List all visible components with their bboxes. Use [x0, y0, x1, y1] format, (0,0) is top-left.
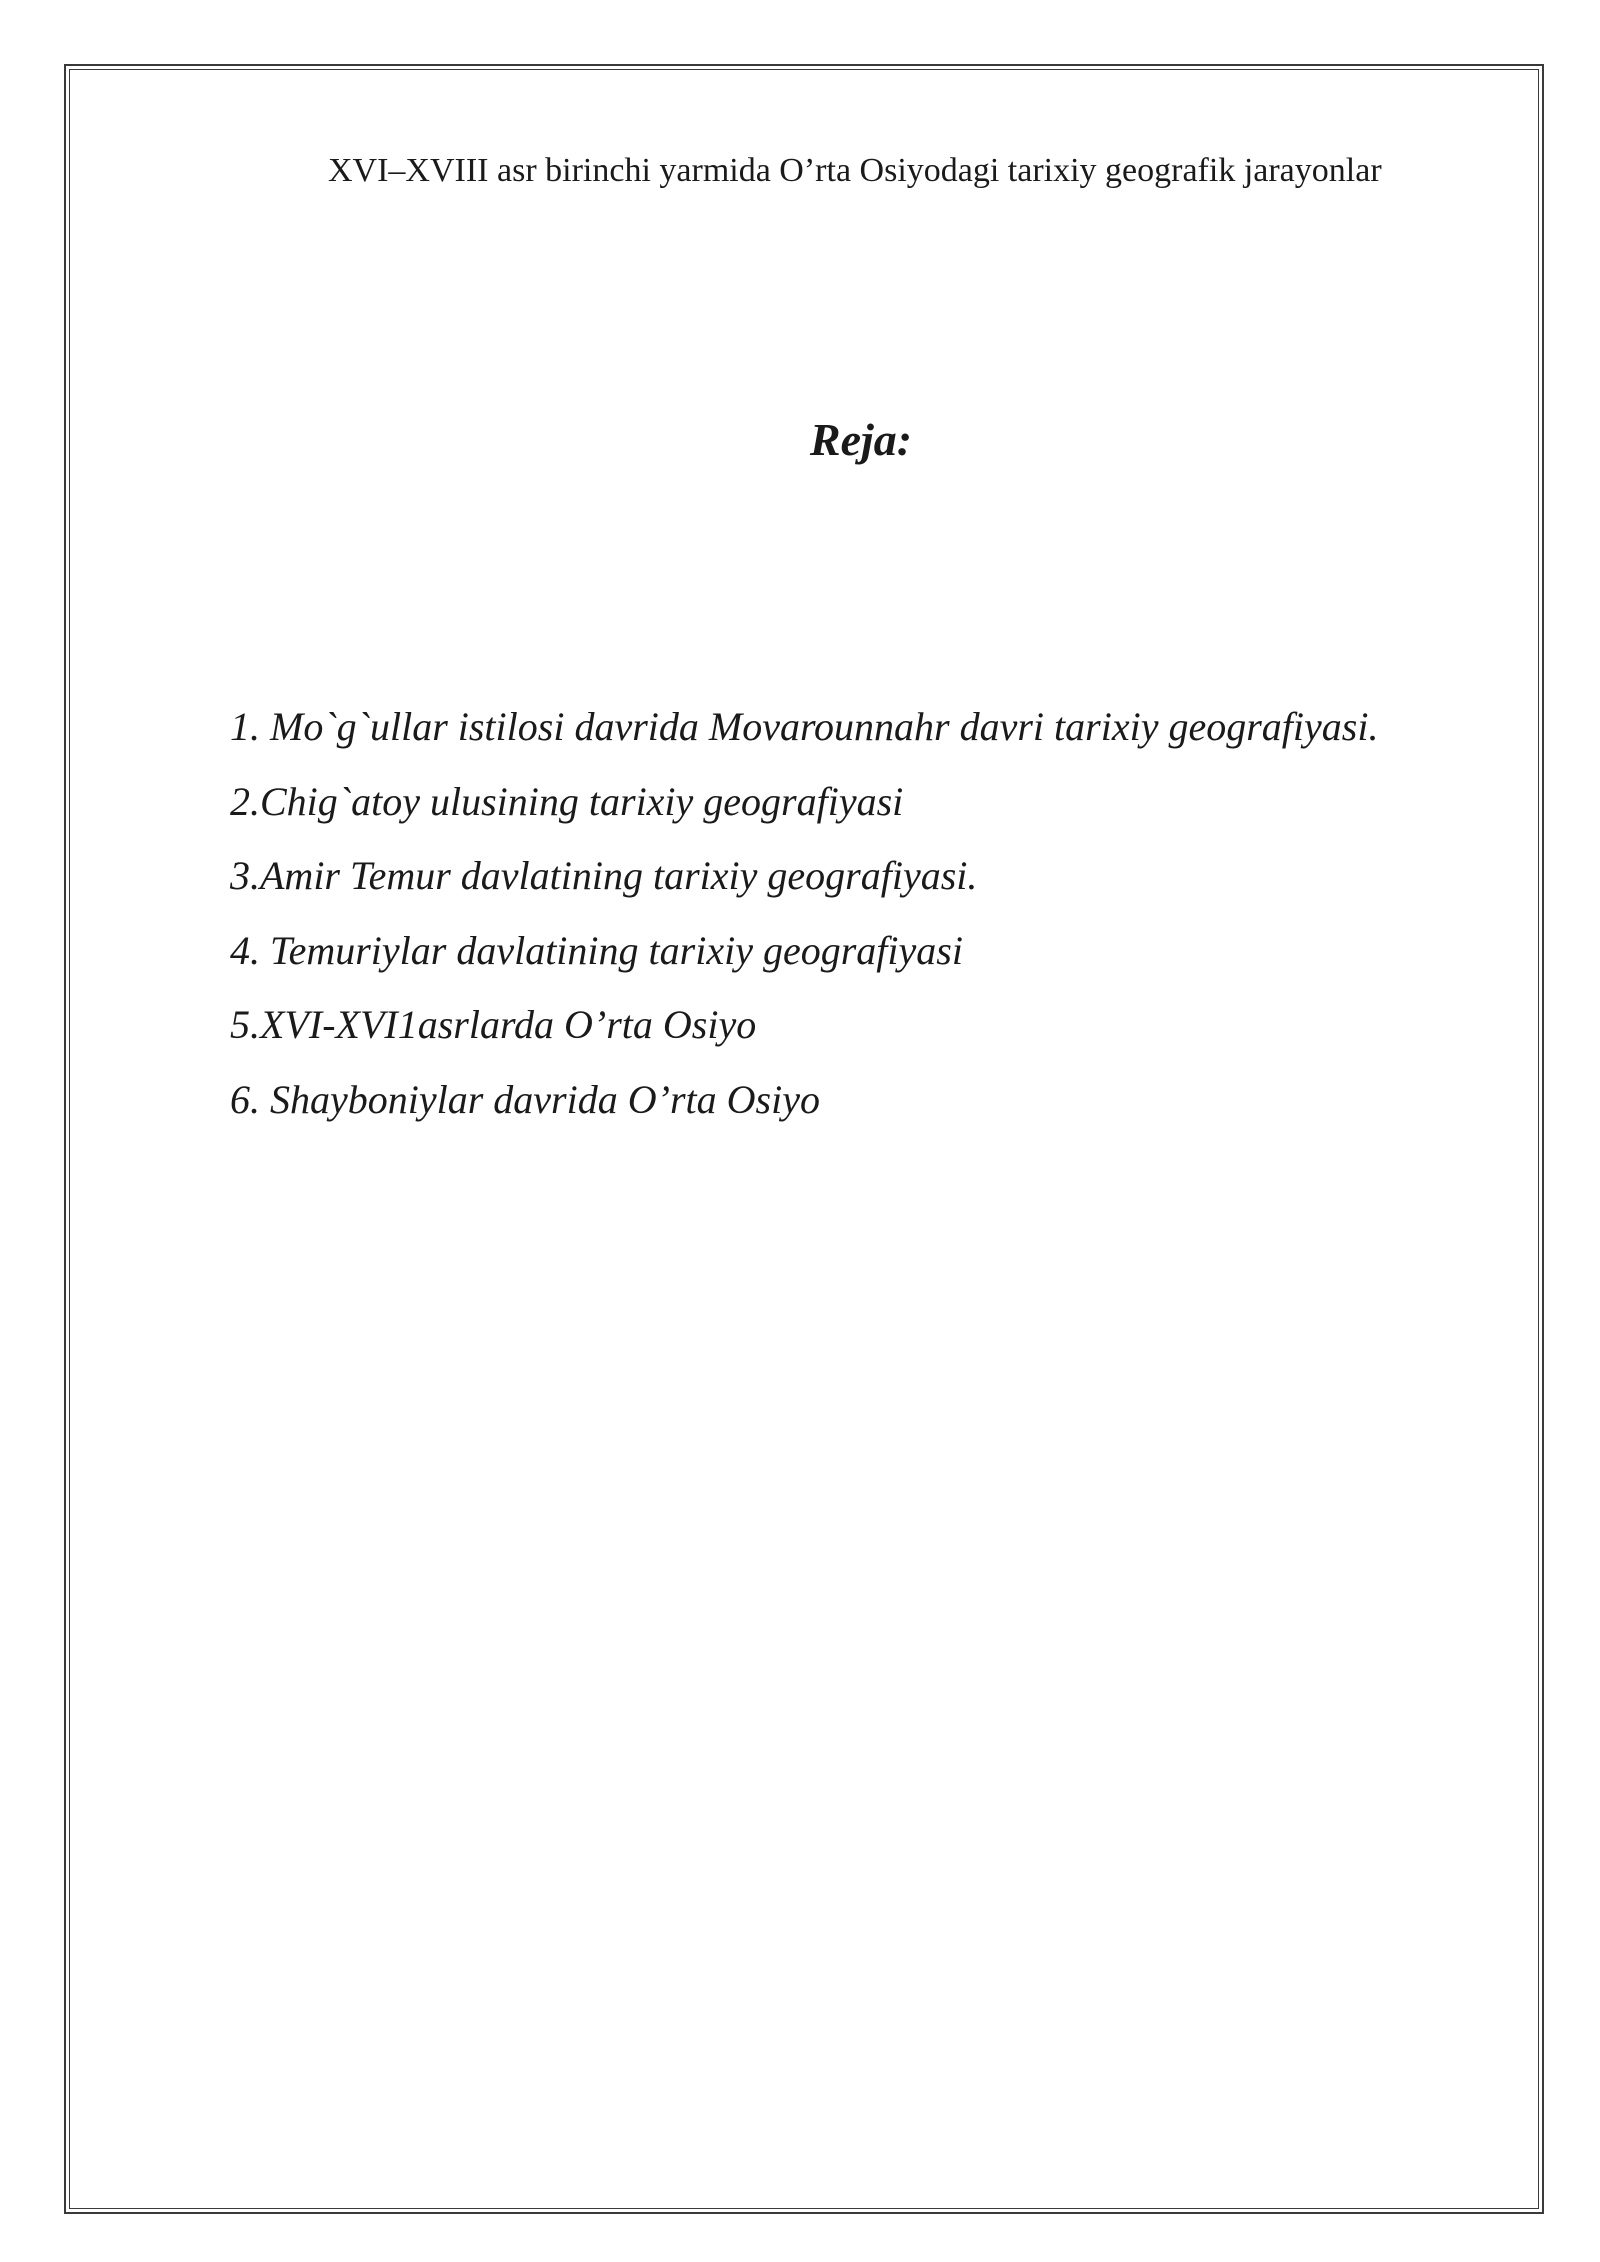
plan-item-5: 5.XVI-XVI1asrlarda O’rta Osiyo	[230, 1002, 757, 1047]
plan-item-1: 1. Mo`g`ullar istilosi davrida Movarounnahr davri tarixiy geografiyasi.	[230, 704, 1379, 749]
plan-item-2: 2.Chig`atoy ulusining tarixiy geografiyasi	[230, 778, 904, 824]
plan-item-3: 3.Amir Temur davlatining tarixiy geografiyasi.	[230, 853, 978, 898]
document-title: XVI–XVIII asr birinchi yarmida O’rta Osiyodagi tarixiy geografik jarayonlar	[328, 152, 1382, 189]
plan-item-4: 4. Temuriylar davlatining tarixiy geografiyasi	[230, 927, 963, 973]
plan-list	[230, 702, 1530, 1149]
plan-heading: Reja:	[809, 414, 913, 465]
plan-item-6: 6. Shayboniylar davrida O’rta Osiyo	[230, 1076, 820, 1122]
